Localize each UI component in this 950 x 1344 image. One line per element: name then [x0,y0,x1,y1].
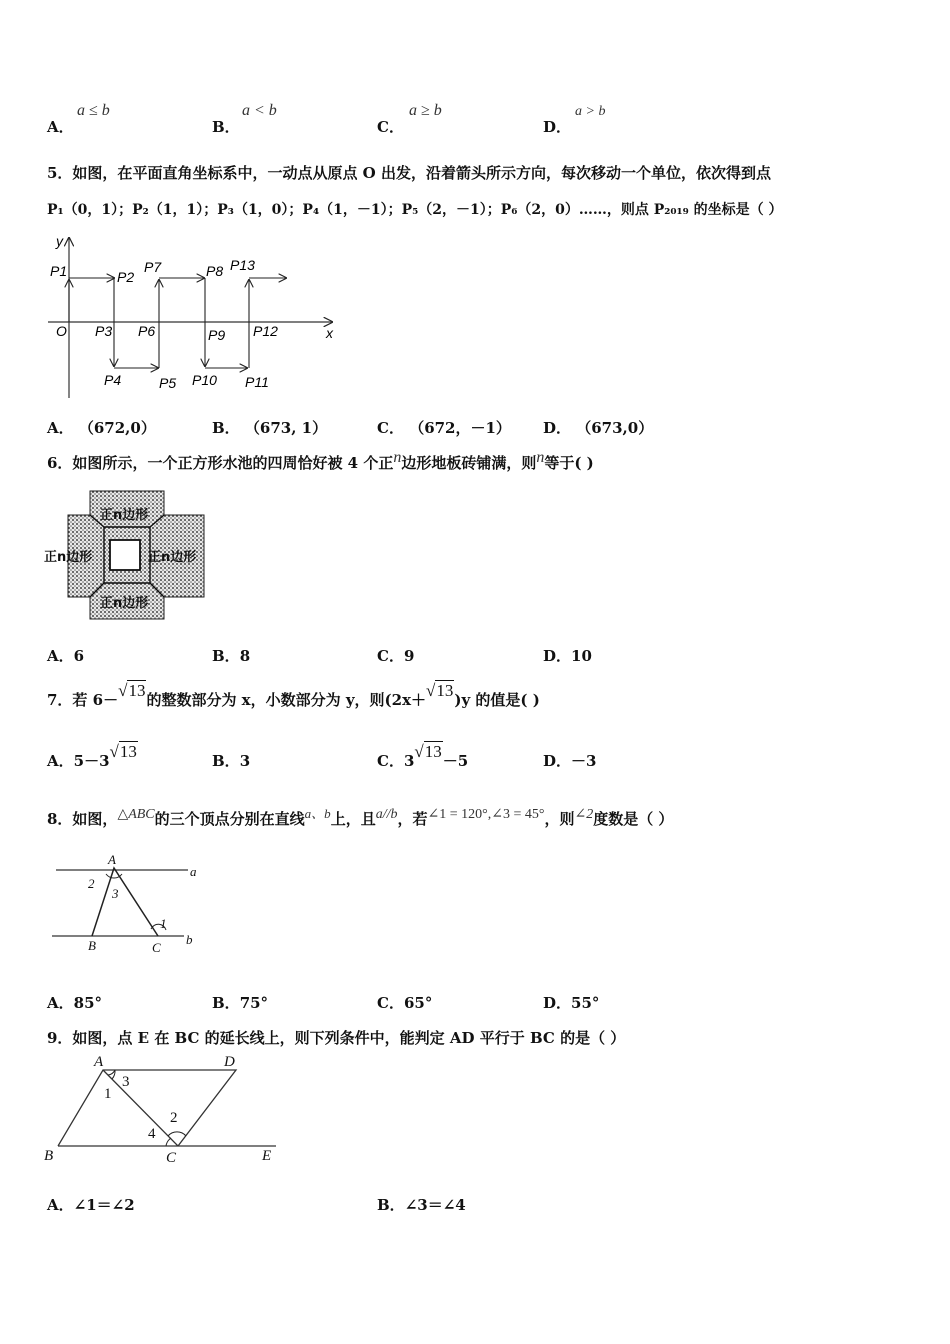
q8-option-c: C．65° [377,994,433,1012]
q9-label-1: 1 [104,1086,112,1102]
q8-stem: 8．如图，△ABC的三个顶点分别在直线a、b上，且a//b，若∠1 = 120°,∠3 = 45°，则∠2度数是（ ） [47,806,674,828]
q8-label-B: B [88,938,96,953]
q8-option-a: A．85° [47,994,103,1012]
q6-option-d: D．10 [543,647,592,665]
q5-option-b: B． （673, 1） [212,419,328,437]
q5-label-p1: P1 [50,263,68,279]
q6-option-b: B．8 [212,647,251,665]
q8-option-d: D．55° [543,994,600,1012]
q5-stem-line1: 5．如图，在平面直角坐标系中，一动点从原点 O 出发，沿着箭头所示方向，每次移动一个单位，依次得到点 [47,164,771,182]
q5-option-d: D． （673,0） [543,419,654,437]
q9-option-a: A．∠1＝∠2 [47,1196,135,1214]
q9-label-3: 3 [122,1074,130,1090]
q6-label-left: 正n边形 [44,550,93,565]
q4-option-a: A． a ≤ b [47,102,110,136]
q4-option-a-expr: a ≤ b [77,102,110,119]
q8-label-1: 1 [160,916,167,931]
q6-label-right: 正n边形 [148,550,197,565]
q5-stem-line2: P₁（0，1）；P₂（1，1）；P₃（1，0）；P₄（1，－1）；P₅（2，－1）；P₆（2，0）……，则点 P₂₀₁₉ 的坐标是（ ） [47,202,783,218]
q6-pool [110,540,140,570]
q5-option-c: C． （672，－1） [377,419,511,437]
q8-label-3: 3 [112,886,119,901]
q6-stem: 6．如图所示，一个正方形水池的四周恰好被 4 个正n边形地板砖铺满，则n等于( ) [47,449,594,472]
q5-label-p7: P7 [144,259,162,275]
q8-label-A: A [108,852,116,867]
q5-label-p9: P9 [208,327,226,343]
q6-figure [44,487,210,621]
q7-sqrt-2: √13 [426,681,454,700]
q5-label-p12: P12 [253,323,278,339]
q5-label-p6: P6 [138,323,156,339]
q9-option-b: B．∠3＝∠4 [377,1196,466,1214]
q5-label-y: y [56,233,63,249]
q8-label-b: b [186,932,193,947]
q8-figure [48,850,208,956]
q6-label-bottom: 正n边形 [100,596,149,611]
q7-option-c: C．3√13－5 [377,742,469,770]
q5-label-p5: P5 [159,375,177,391]
q7-option-d: D．－3 [543,752,597,770]
q6-option-c: C．9 [377,647,415,665]
q8-triangle [92,868,158,936]
q9-label-B: B [44,1148,54,1164]
q9-diagonal-ac [103,1070,178,1146]
q5-label-x: x [326,325,333,341]
q9-label-4: 4 [148,1126,156,1142]
q7-stem: 7．若 6－√13的整数部分为 x，小数部分为 y，则(2x＋√13)y 的值是( ) [47,681,540,709]
q5-label-p8: P8 [206,263,224,279]
q5-figure [40,230,350,402]
q5-label-p2: P2 [117,269,135,285]
q4-option-b: B． a < b [212,102,277,136]
q4-option-b-expr: a < b [242,102,277,119]
q5-label-p10: P10 [192,372,217,388]
q5-label-p11: P11 [245,374,269,390]
q9-label-2: 2 [170,1110,178,1126]
q5-label-p3: P3 [95,323,113,339]
q8-label-a: a [190,864,197,879]
q9-label-E: E [262,1148,272,1164]
q8-label-2: 2 [88,876,95,891]
q9-label-A: A [94,1054,104,1070]
q7-option-a: A．5－3√13 [47,742,137,770]
q4-option-d: D． a > b [543,104,606,136]
q7-option-b: B．3 [212,752,251,770]
q4-option-d-expr: a > b [575,104,606,119]
q6-label-top: 正n边形 [100,508,149,523]
q9-figure [40,1050,290,1168]
q4-option-c: C． a ≥ b [377,102,442,136]
q9-label-C: C [166,1150,177,1166]
q5-label-p4: P4 [104,372,122,388]
q5-option-a: A． （672,0） [47,419,156,437]
q7-sqrt: √13 [118,681,146,700]
q8-label-C: C [152,940,161,955]
q6-option-a: A．6 [47,647,85,665]
q8-option-b: B．75° [212,994,269,1012]
q9-parallelogram [58,1070,236,1146]
q5-label-p13: P13 [230,257,255,273]
q5-label-o: O [56,323,67,339]
q9-stem: 9．如图，点 E 在 BC 的延长线上，则下列条件中，能判定 AD 平行于 BC 的是（ ） [47,1029,626,1047]
q4-option-c-expr: a ≥ b [409,102,442,119]
q9-label-D: D [224,1054,235,1070]
